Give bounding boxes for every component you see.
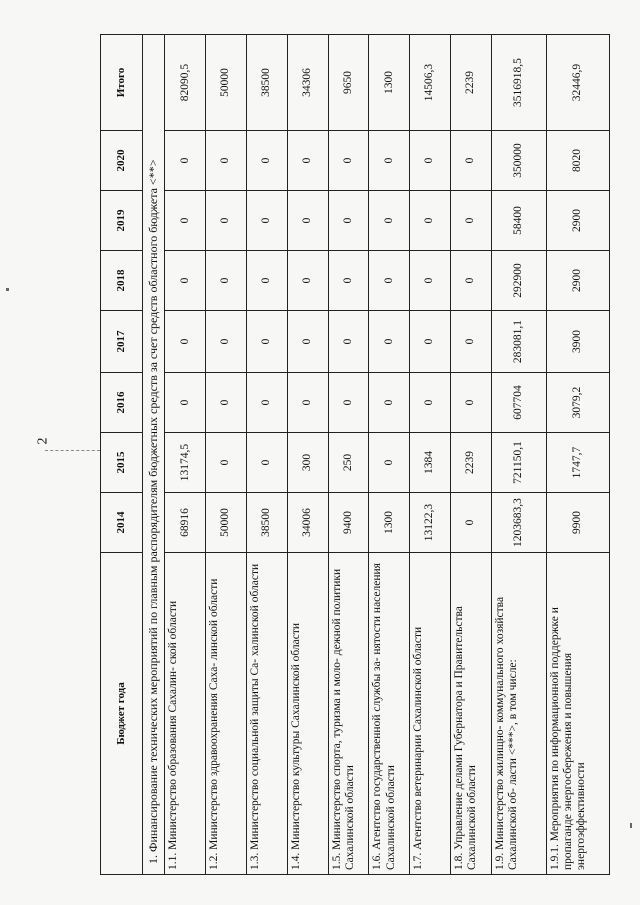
row-label: 1.5. Министерство спорта, туризма и моло- дежной политики Сахалинской области [328, 553, 369, 875]
value-cell: 0 [246, 251, 287, 311]
value-cell: 1384 [410, 433, 451, 493]
value-cell: 0 [206, 311, 247, 373]
value-cell: 0 [369, 373, 410, 433]
value-cell: 292900 [491, 251, 546, 311]
section-title: 1. Финансирование технических мероприятий по главным распорядителям бюджетных средств за счет средств областного бюджета <**> [143, 35, 165, 875]
value-cell: 607704 [491, 373, 546, 433]
table-row [410, 35, 451, 875]
table-row [491, 35, 546, 875]
value-cell: 0 [369, 251, 410, 311]
row-label: 1.7. Агентство ветеринарии Сахалинской области [410, 553, 451, 875]
value-cell: 2900 [546, 191, 609, 251]
value-cell: 0 [246, 131, 287, 191]
value-cell: 0 [165, 373, 206, 433]
value-cell: 0 [206, 373, 247, 433]
value-cell: 0 [328, 251, 369, 311]
value-cell: 0 [450, 373, 491, 433]
value-cell: 0 [450, 493, 491, 553]
value-cell: 0 [165, 131, 206, 191]
value-cell: 300 [287, 433, 328, 493]
row-label: 1.1. Министерство образования Сахалин- ской области [165, 553, 206, 875]
value-cell: 0 [246, 191, 287, 251]
value-cell: 13122,3 [410, 493, 451, 553]
value-cell: 50000 [206, 35, 247, 131]
value-cell: 0 [328, 191, 369, 251]
value-cell: 1203683,3 [491, 493, 546, 553]
value-cell: 1300 [369, 493, 410, 553]
value-cell: 1747,7 [546, 433, 609, 493]
value-cell: 9900 [546, 493, 609, 553]
value-cell: 0 [450, 251, 491, 311]
value-cell: 0 [369, 191, 410, 251]
value-cell: 8020 [546, 131, 609, 191]
value-cell: 0 [410, 373, 451, 433]
value-cell: 0 [206, 131, 247, 191]
value-cell: 0 [287, 251, 328, 311]
value-cell: 0 [328, 131, 369, 191]
value-cell: 0 [410, 251, 451, 311]
value-cell: 0 [410, 131, 451, 191]
value-cell: 14506,3 [410, 35, 451, 131]
value-cell: 2239 [450, 433, 491, 493]
value-cell: 0 [165, 191, 206, 251]
value-cell: 0 [328, 311, 369, 373]
value-cell: 38500 [246, 493, 287, 553]
table-row [369, 35, 410, 875]
value-cell: 0 [246, 373, 287, 433]
value-cell: 0 [165, 251, 206, 311]
rotated-table-wrapper [100, 35, 610, 875]
value-cell: 13174,5 [165, 433, 206, 493]
value-cell: 9650 [328, 35, 369, 131]
value-cell: 0 [287, 191, 328, 251]
fold-line [45, 450, 100, 451]
table-row [546, 35, 609, 875]
value-cell: 50000 [206, 493, 247, 553]
value-cell: 0 [246, 433, 287, 493]
value-cell: 0 [287, 373, 328, 433]
header-row [101, 35, 143, 875]
table-row [165, 35, 206, 875]
value-cell: 38500 [246, 35, 287, 131]
value-cell: 2239 [450, 35, 491, 131]
value-cell: 34306 [287, 35, 328, 131]
value-cell: 721150,1 [491, 433, 546, 493]
value-cell: 283081,1 [491, 311, 546, 373]
header-cell: Итого [101, 35, 143, 131]
value-cell: 0 [206, 433, 247, 493]
value-cell: 0 [369, 131, 410, 191]
value-cell: 0 [287, 131, 328, 191]
header-cell: 2020 [101, 131, 143, 191]
value-cell: 32446,9 [546, 35, 609, 131]
value-cell: 0 [165, 311, 206, 373]
value-cell: 34006 [287, 493, 328, 553]
page-number: 2 [35, 437, 51, 445]
value-cell: 0 [206, 251, 247, 311]
header-cell: 2016 [101, 373, 143, 433]
row-label: 1.4. Министерство культуры Сахалинской области [287, 553, 328, 875]
row-label: 1.8. Управление делами Губернатора и Правительства Сахалинской области [450, 553, 491, 875]
value-cell: 3516918,5 [491, 35, 546, 131]
header-cell: 2017 [101, 311, 143, 373]
table-row [206, 35, 247, 875]
value-cell: 250 [328, 433, 369, 493]
value-cell: 0 [369, 311, 410, 373]
header-cell: Бюджет года [101, 553, 143, 875]
value-cell: 0 [328, 373, 369, 433]
value-cell: 9400 [328, 493, 369, 553]
table-row [287, 35, 328, 875]
header-cell: 2014 [101, 493, 143, 553]
table-row [450, 35, 491, 875]
scan-speck [630, 823, 632, 828]
value-cell: 0 [206, 191, 247, 251]
value-cell: 2900 [546, 251, 609, 311]
section-row [143, 35, 165, 875]
value-cell: 3900 [546, 311, 609, 373]
table-row [328, 35, 369, 875]
value-cell: 58400 [491, 191, 546, 251]
value-cell: 0 [246, 311, 287, 373]
value-cell: 0 [410, 311, 451, 373]
value-cell: 0 [450, 191, 491, 251]
row-label: 1.9.1. Мероприятия по информационной поддержке и пропаганде энергосбережения и повышения энергоэффективности [546, 553, 609, 875]
row-label: 1.6. Агентство государственной службы за- нятости населения Сахалинской области [369, 553, 410, 875]
value-cell: 0 [450, 131, 491, 191]
table-row [246, 35, 287, 875]
row-label: 1.3. Министерство социальной защиты Са- халинской области [246, 553, 287, 875]
row-label: 1.9. Министерство жилищно- коммунального хозяйства Сахалинской об- ласти <***>, в том числе: [491, 553, 546, 875]
value-cell: 0 [287, 311, 328, 373]
value-cell: 350000 [491, 131, 546, 191]
header-cell: 2018 [101, 251, 143, 311]
budget-table [100, 34, 610, 875]
value-cell: 0 [450, 311, 491, 373]
value-cell: 0 [369, 433, 410, 493]
value-cell: 68916 [165, 493, 206, 553]
value-cell: 0 [410, 191, 451, 251]
scan-speck [6, 288, 9, 291]
value-cell: 1300 [369, 35, 410, 131]
row-label: 1.2. Министерство здравоохранения Саха- линской области [206, 553, 247, 875]
header-cell: 2015 [101, 433, 143, 493]
header-cell: 2019 [101, 191, 143, 251]
value-cell: 82090,5 [165, 35, 206, 131]
value-cell: 3079,2 [546, 373, 609, 433]
